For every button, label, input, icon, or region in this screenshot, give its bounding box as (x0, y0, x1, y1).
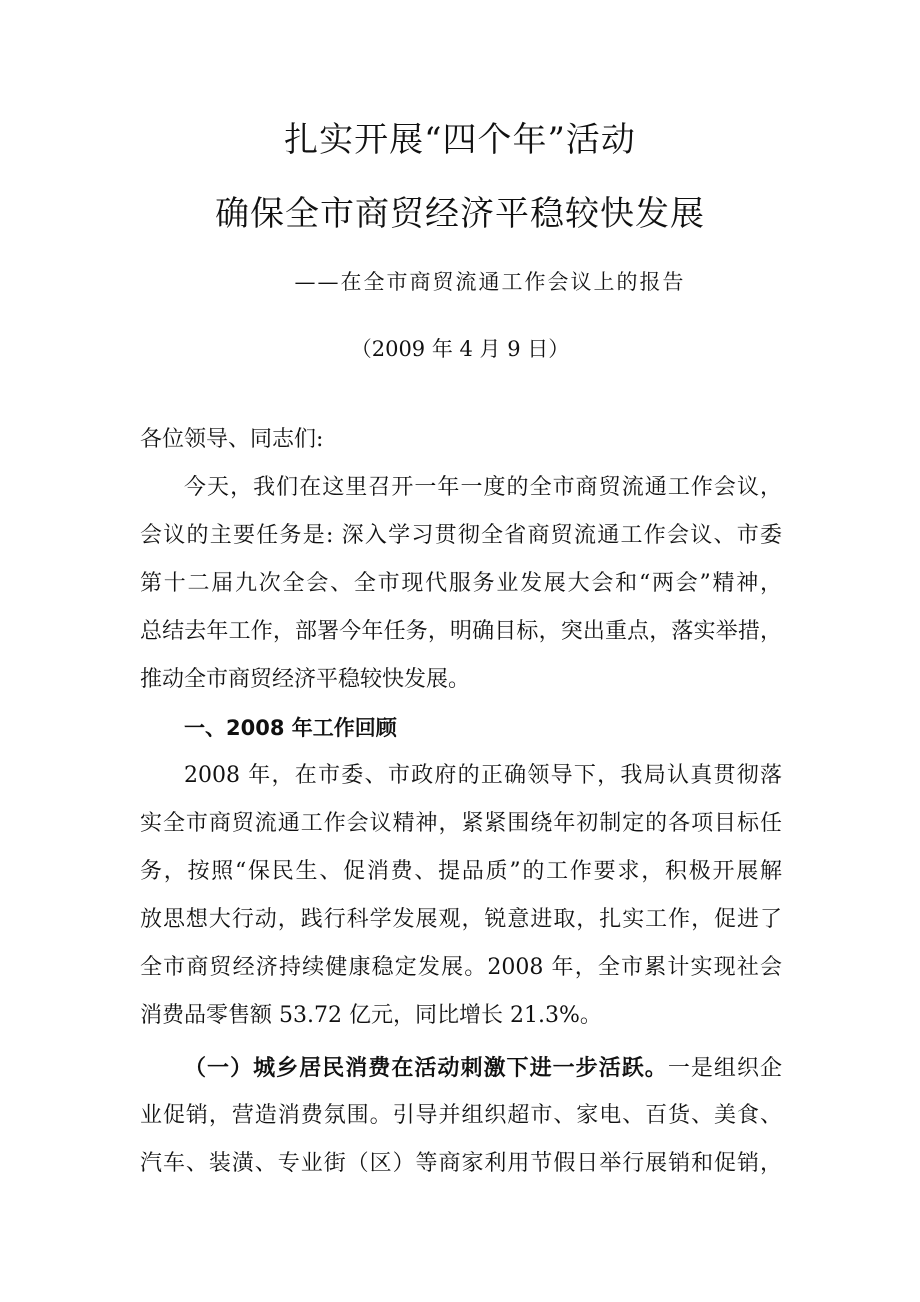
text-line: 务，按照“保民生、促消费、提品质”的工作要求，积极开展解 (140, 859, 782, 884)
paragraph-consumption (140, 1044, 782, 1188)
paragraph-review (140, 752, 782, 1040)
text-line: 今天，我们在这里召开一年一度的全市商贸流通工作会议， (184, 475, 782, 500)
text-span: 一是组织企 (667, 1056, 782, 1081)
text-line: 放思想大行动，践行科学发展观，锐意进取，扎实工作，促进了 (140, 907, 782, 932)
subsection-lead: （一）城乡居民消费在活动刺激下进一步活跃。 (184, 1055, 668, 1081)
document-subtitle: ——在全市商贸流通工作会议上的报告 (294, 270, 686, 294)
document-body (140, 416, 782, 1188)
text-line (140, 1044, 782, 1092)
greeting: 各位领导、同志们: (140, 427, 324, 452)
document-title-line-2: 确保全市商贸经济平稳较快发展 (215, 194, 705, 234)
text-line: 会议的主要任务是: 深入学习贯彻全省商贸流通工作会议、市委 (140, 523, 782, 548)
document-date: （2009 年 4 月 9 日） (350, 337, 570, 361)
document-title-line-1: 扎实开展“四个年”活动 (284, 120, 636, 160)
text-line: 消费品零售额 53.72 亿元，同比增长 21.3%。 (140, 1003, 602, 1028)
text-line: 汽车、装潢、专业街（区）等商家利用节假日举行展销和促销， (140, 1151, 782, 1176)
text-line: 总结去年工作，部署今年任务，明确目标，突出重点，落实举措， (140, 619, 782, 644)
paragraph-intro (140, 464, 782, 704)
text-line: 全市商贸经济持续健康稳定发展。2008 年，全市累计实现社会 (140, 955, 782, 980)
section-heading: 一、2008 年工作回顾 (184, 716, 397, 740)
text-line: 实全市商贸流通工作会议精神，紧紧围绕年初制定的各项目标任 (140, 811, 782, 836)
text-line: 第十二届九次全会、全市现代服务业发展大会和“两会”精神， (140, 571, 782, 596)
text-line: 业促销，营造消费氛围。引导并组织超市、家电、百货、美食、 (140, 1103, 782, 1128)
text-line: 2008 年，在市委、市政府的正确领导下，我局认真贯彻落 (184, 763, 782, 788)
text-line: 推动全市商贸经济平稳较快发展。 (140, 667, 471, 692)
